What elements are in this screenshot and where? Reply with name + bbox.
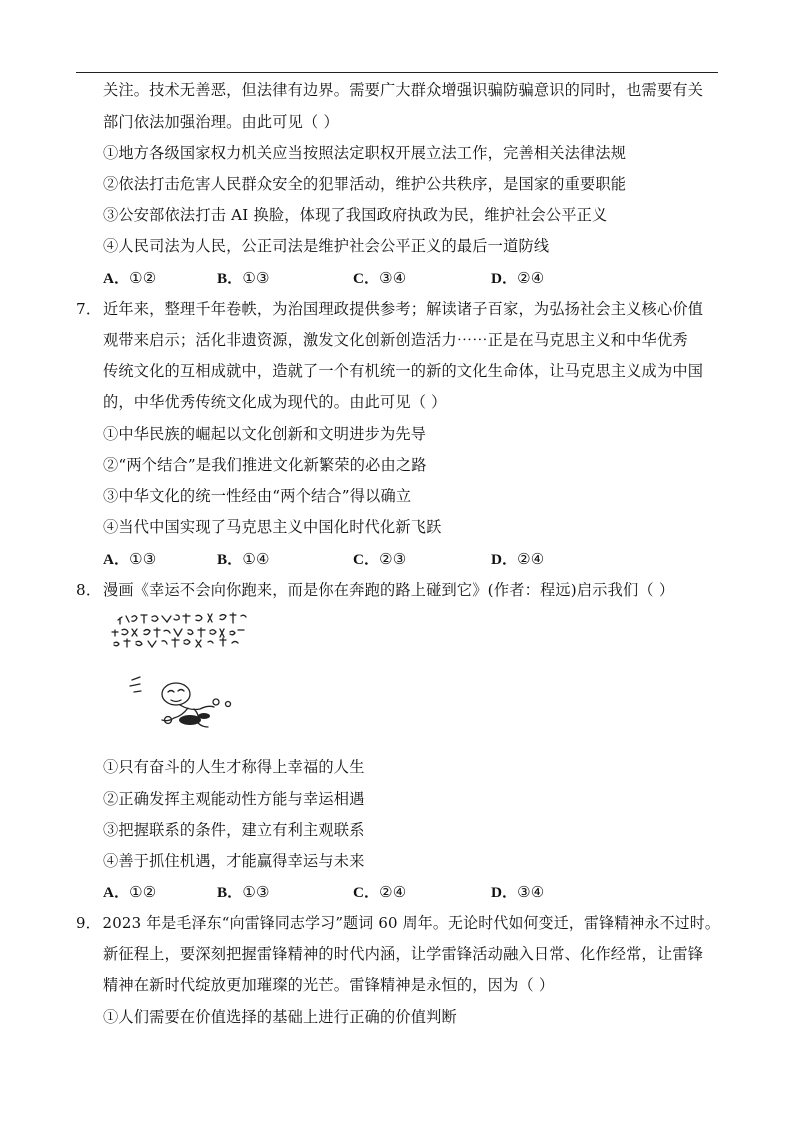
q7-option-c[interactable]: C．②③ xyxy=(353,550,407,568)
q8-option-d[interactable]: D．③④ xyxy=(491,883,545,901)
q7-option-a[interactable]: A．①③ xyxy=(103,550,157,568)
q7-option-b[interactable]: B．①④ xyxy=(217,550,270,568)
q7-statement-2: ②“两个结合”是我们推进文化新繁荣的必由之路 xyxy=(103,456,427,474)
q7-stem-line-1: 7． 近年来，整理千年卷帙，为治国理政提供参考；解读诸子百家，为弘扬社会主义核心价值 xyxy=(76,300,704,318)
q6-statement-3: ③公安部依法打击 AI 换脸，体现了我国政府执政为民，维护社会公平正义 xyxy=(103,206,608,224)
q6-statement-1: ①地方各级国家权力机关应当按照法定职权开展立法工作，完善相关法律法规 xyxy=(103,144,627,162)
q9-number: 9． xyxy=(76,914,101,932)
q6-stem-line-2: 部门依法加强治理。由此可见（ ） xyxy=(103,113,339,131)
header-rule xyxy=(76,72,718,73)
q7-statement-4: ④当代中国实现了马克思主义中国化时代化新飞跃 xyxy=(103,518,442,536)
q8-statement-4: ④善于抓住机遇，才能赢得幸运与未来 xyxy=(103,852,365,870)
q9-stem-line-2: 新征程上，要深刻把握雷锋精神的时代内涵，让学雷锋活动融入日常、化作经常，让雷锋 xyxy=(103,945,704,963)
q7-number: 7． xyxy=(76,300,102,318)
q8-option-c[interactable]: C．②④ xyxy=(353,883,407,901)
q9-stem-line-3: 精神在新时代绽放更加璀璨的光芒。雷锋精神是永恒的，因为（ ） xyxy=(103,976,555,994)
q8-statement-1: ①只有奋斗的人生才称得上幸福的人生 xyxy=(103,758,365,776)
q6-option-d[interactable]: D．②④ xyxy=(491,269,545,287)
q7-option-d[interactable]: D．②④ xyxy=(491,550,545,568)
q8-statement-3: ③把握联系的条件，建立有利主观联系 xyxy=(103,821,365,839)
q7-statement-1: ①中华民族的崛起以文化创新和文明进步为先导 xyxy=(103,425,427,443)
q7-stem-line-4: 的，中华优秀传统文化成为现代的。由此可见（ ） xyxy=(103,393,447,411)
q7-statement-3: ③中华文化的统一性经由“两个结合”得以确立 xyxy=(103,487,412,505)
q8-option-a[interactable]: A．①② xyxy=(103,883,157,901)
q7-stem-line-2: 观带来启示；活化非遗资源，激发文化创新创造活力⋯⋯正是在马克思主义和中华优秀 xyxy=(103,331,688,349)
q8-number: 8． xyxy=(76,581,102,599)
q6-statement-4: ④人民司法为人民，公正司法是维护社会公平正义的最后一道防线 xyxy=(103,237,550,255)
q8-option-b[interactable]: B．①③ xyxy=(217,883,270,901)
q9-stem-line-1: 9． 2023 年是毛泽东“向雷锋同志学习”题词 60 周年。无论时代如何变迁，雷锋精神永不过时。 xyxy=(76,914,721,932)
q6-stem-line-1: 关注。技术无善恶，但法律有边界。需要广大群众增强识骗防骗意识的同时，也需要有关 xyxy=(103,81,704,99)
q6-option-c[interactable]: C．③④ xyxy=(353,269,407,287)
q6-statement-2: ②依法打击危害人民群众安全的犯罪活动，维护公共秩序，是国家的重要职能 xyxy=(103,175,627,193)
q7-stem-line-3: 传统文化的互相成就中，造就了一个有机统一的新的文化生命体，让马克思主义成为中国 xyxy=(103,362,704,380)
q9-statement-1: ①人们需要在价值选择的基础上进行正确的价值判断 xyxy=(103,1008,457,1026)
q6-option-b[interactable]: B．①③ xyxy=(217,269,270,287)
luck-cartoon-image xyxy=(108,610,258,734)
q8-stem-line: 8． 漫画《幸运不会向你跑来，而是你在奔跑的路上碰到它》(作者：程远)启示我们（ ） xyxy=(76,581,675,599)
q6-option-a[interactable]: A．①② xyxy=(103,269,157,287)
q8-statement-2: ②正确发挥主观能动性方能与幸运相遇 xyxy=(103,790,365,808)
